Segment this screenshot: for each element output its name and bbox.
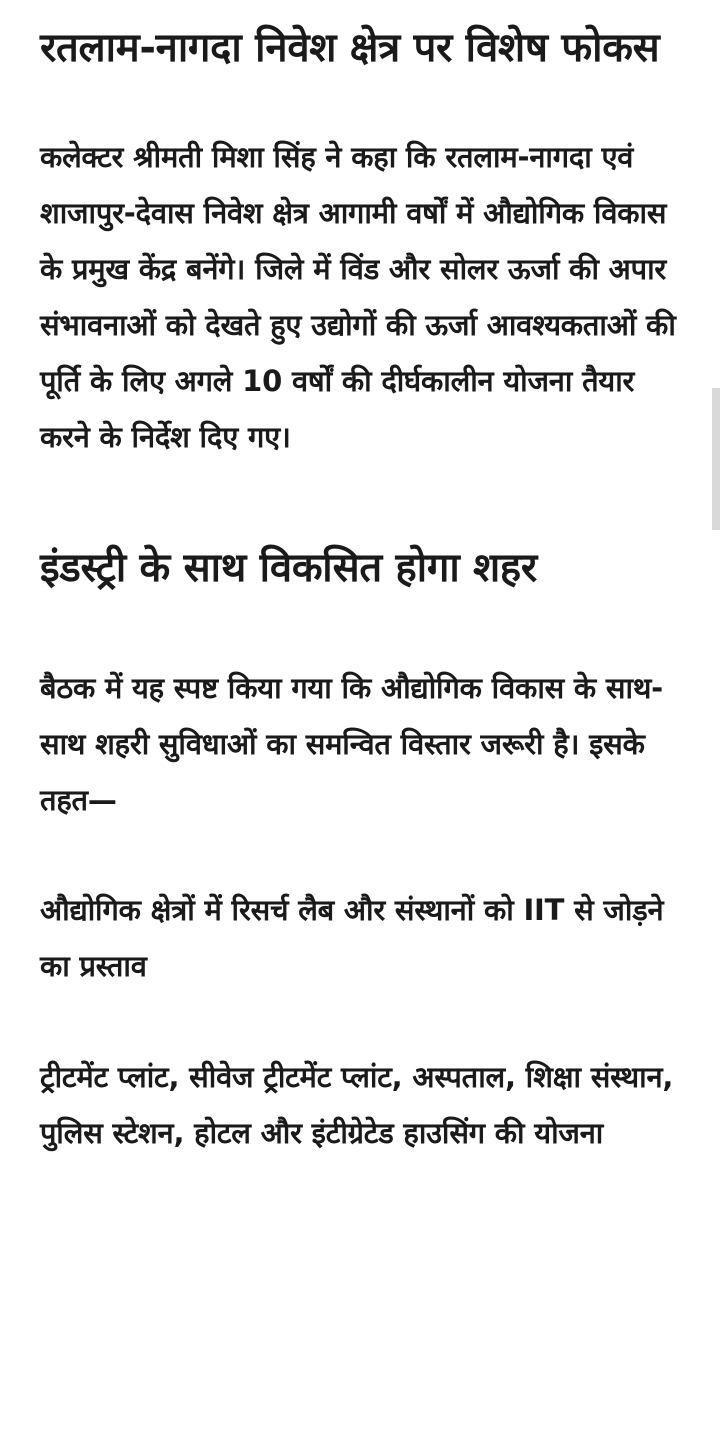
article-body [40, 0, 690, 1161]
article-paragraph-infrastructure-plan: ट्रीटमेंट प्लांट, सीवेज ट्रीटमेंट प्लांट, अस्पताल, शिक्षा संस्थान, पुलिस स्टेशन, होटल और इंटीग्रेटेड हाउसिंग की योजना [40, 1060, 674, 1150]
article-paragraph-research-labs: औद्योगिक क्षेत्रों में रिसर्च लैब और संस्थानों को IIT से जोड़ने का प्रस्ताव [40, 893, 664, 983]
scroll-indicator[interactable] [712, 388, 720, 530]
article-paragraph-urban-facilities: बैठक में यह स्पष्ट किया गया कि औद्योगिक विकास के साथ-साथ शहरी सुविधाओं का समन्वित विस्तार जरूरी है। इसके तहत— [40, 671, 663, 817]
section-heading-ratlam-nagda: रतलाम-नागदा निवेश क्षेत्र पर विशेष फोकस [40, 25, 660, 71]
section-heading-industry-city: इंडस्ट्री के साथ विकसित होगा शहर [40, 545, 537, 591]
article-paragraph-investment-zone: कलेक्टर श्रीमती मिशा सिंह ने कहा कि रतलाम-नागदा एवं शाजापुर-देवास निवेश क्षेत्र आगामी वर्षों में औद्योगिक विकास के प्रमुख केंद्र बनेंगे। जिले में विंड और सोलर ऊर्जा की अपार संभावनाओं को देखते हुए उद्योगों की ऊर्जा आवश्यकताओं की पूर्ति के लिए अगले 10 वर्षों की दीर्घकालीन योजना तैयार करने के निर्देश दिए गए। [40, 140, 676, 454]
